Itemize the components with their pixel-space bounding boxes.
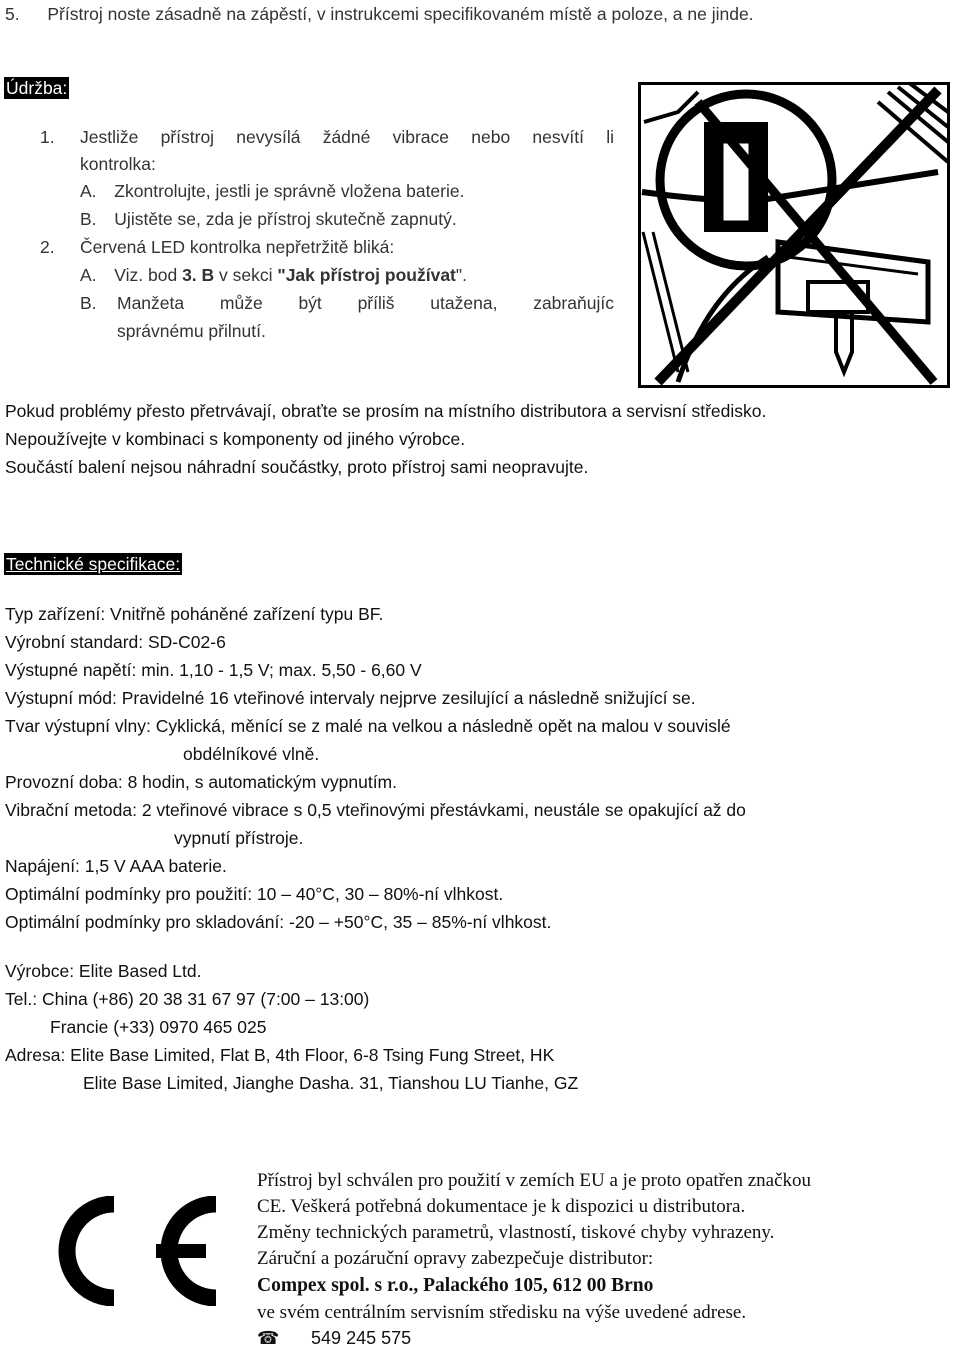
maintenance-item-1a [80,177,464,205]
specs-heading-label: Technické specifikace: [6,554,181,574]
spec-line: Optimální podmínky pro použití: 10 – 40°C, 30 – 80%-ní vlhkost. [5,884,504,904]
maintenance-item-1-cont: kontrolka: [80,154,156,174]
maintenance-item-1-text [80,123,614,151]
word: zabraňujíc [533,293,614,313]
spec-line: Optimální podmínky pro skladování: -20 – +50°C, 35 – 85%-ní vlhkost. [5,912,552,932]
maintenance-item-2b-letter: B. [80,293,97,313]
word: může [219,293,263,313]
word: být [298,293,322,313]
footer-line: ve svém centrálním servisním středisku na výše uvedené adrese. [257,1302,747,1323]
ce-mark-logo [28,1196,228,1306]
sub-text: ". [455,265,467,285]
word: nebo [471,127,511,147]
manufacturer-address: Adresa: Elite Base Limited, Flat B, 4th Floor, 6-8 Tsing Fung Street, HK [5,1045,555,1065]
intro-number: 5. [5,4,20,24]
manufacturer-phone-2: Francie (+33) 0970 465 025 [50,1017,267,1037]
spec-line: Tvar výstupní vlny: Cyklická, měnící se z malé na velkou a následně opět na malou v souvislé [5,716,731,736]
spec-line: Napájení: 1,5 V AAA baterie. [5,856,227,876]
sub-letter: A. [80,265,97,285]
maintenance-item-2-text: Červená LED kontrolka nepřetržitě bliká: [80,237,395,257]
word: Manžeta [117,293,185,313]
footer-line: Změny technických parametrů, vlastností, tiskové chyby vyhrazeny. [257,1222,775,1243]
word: vibrace [392,127,450,147]
distributor-company: Compex spol. s r.o., Palackého 105, 612 00 Brno [257,1275,654,1296]
distributor-phone: 549 245 575 [311,1328,412,1348]
footer-line: CE. Veškerá potřebná dokumentace je k dispozici u distributora. [257,1196,746,1217]
telephone-icon: ☎ [257,1328,280,1349]
word: li [606,127,614,147]
word: Jestliže [80,127,139,147]
maintenance-item-2b-text [117,289,614,317]
maintenance-item-1-number: 1. [40,127,55,147]
word: příliš [357,293,395,313]
manufacturer-phone: Tel.: China (+86) 20 38 31 67 97 (7:00 – 13:00) [5,989,370,1009]
word: nevysílá [236,127,301,147]
help-line-3: Součástí balení nejsou náhradní součástky, proto přístroj sami neopravujte. [5,457,589,477]
maintenance-heading-label: Údržba: [6,78,68,98]
maintenance-item-2-number: 2. [40,237,55,257]
sub-letter: B. [80,209,97,229]
help-line-2: Nepoužívejte v kombinaci s komponenty od jiného výrobce. [5,429,466,449]
manufacturer-address-2: Elite Base Limited, Jianghe Dasha. 31, Tianshou LU Tianhe, GZ [83,1073,579,1093]
spec-line: Výrobní standard: SD-C02-6 [5,632,226,652]
wrong-placement-illustration [638,82,950,388]
sub-text: v sekci [214,265,278,285]
maintenance-item-1b [80,205,457,233]
word: žádné [322,127,371,147]
spec-line: Výstupní mód: Pravidelné 16 vteřinové intervaly nejprve zesilující a následně snižující se. [5,688,696,708]
spec-line: Provozní doba: 8 hodin, s automatickým vypnutím. [5,772,397,792]
spec-line-cont: vypnutí přístroje. [174,828,304,848]
word: utažena, [430,293,498,313]
maintenance-item-2b-cont: správnému přilnutí. [117,321,266,341]
spec-line: Výstupné napětí: min. 1,10 - 1,5 V; max. 5,50 - 6,60 V [5,660,422,680]
maintenance-item-2a [80,261,467,289]
sub-letter: A. [80,181,97,201]
maintenance-heading [4,76,69,100]
word: přístroj [160,127,215,147]
spec-line-cont: obdélníkové vlně. [183,744,320,764]
specs-heading [4,552,182,576]
sub-text: Zkontrolujte, jestli je správně vložena baterie. [114,181,465,201]
section-reference: "Jak přístroj používat [277,265,456,285]
sub-text: Viz. bod [114,265,183,285]
word: nesvítí [532,127,584,147]
intro-text: Přístroj noste zásadně na zápěstí, v instrukcemi specifikovaném místě a poloze, a ne jinde. [47,4,754,24]
spec-line: Vibrační metoda: 2 vteřinové vibrace s 0,5 vteřinovými přestávkami, neustále se opakující až do [5,800,746,820]
sub-text-bold: 3. B [182,265,215,285]
footer-line: Přístroj byl schválen pro použití v zemích EU a je proto opatřen značkou [257,1170,812,1191]
spec-line: Typ zařízení: Vnitřně poháněné zařízení typu BF. [5,604,384,624]
help-line-1: Pokud problémy přesto přetrvávají, obraťte se prosím na místního distributora a servisní středisko. [5,401,767,421]
intro-line [5,0,754,28]
distributor-phone-row [257,1326,411,1351]
footer-line: Záruční a pozáruční opravy zabezpečuje distributor: [257,1248,654,1269]
sub-text: Ujistěte se, zda je přístroj skutečně zapnutý. [114,209,457,229]
manufacturer-line: Výrobce: Elite Based Ltd. [5,961,202,981]
